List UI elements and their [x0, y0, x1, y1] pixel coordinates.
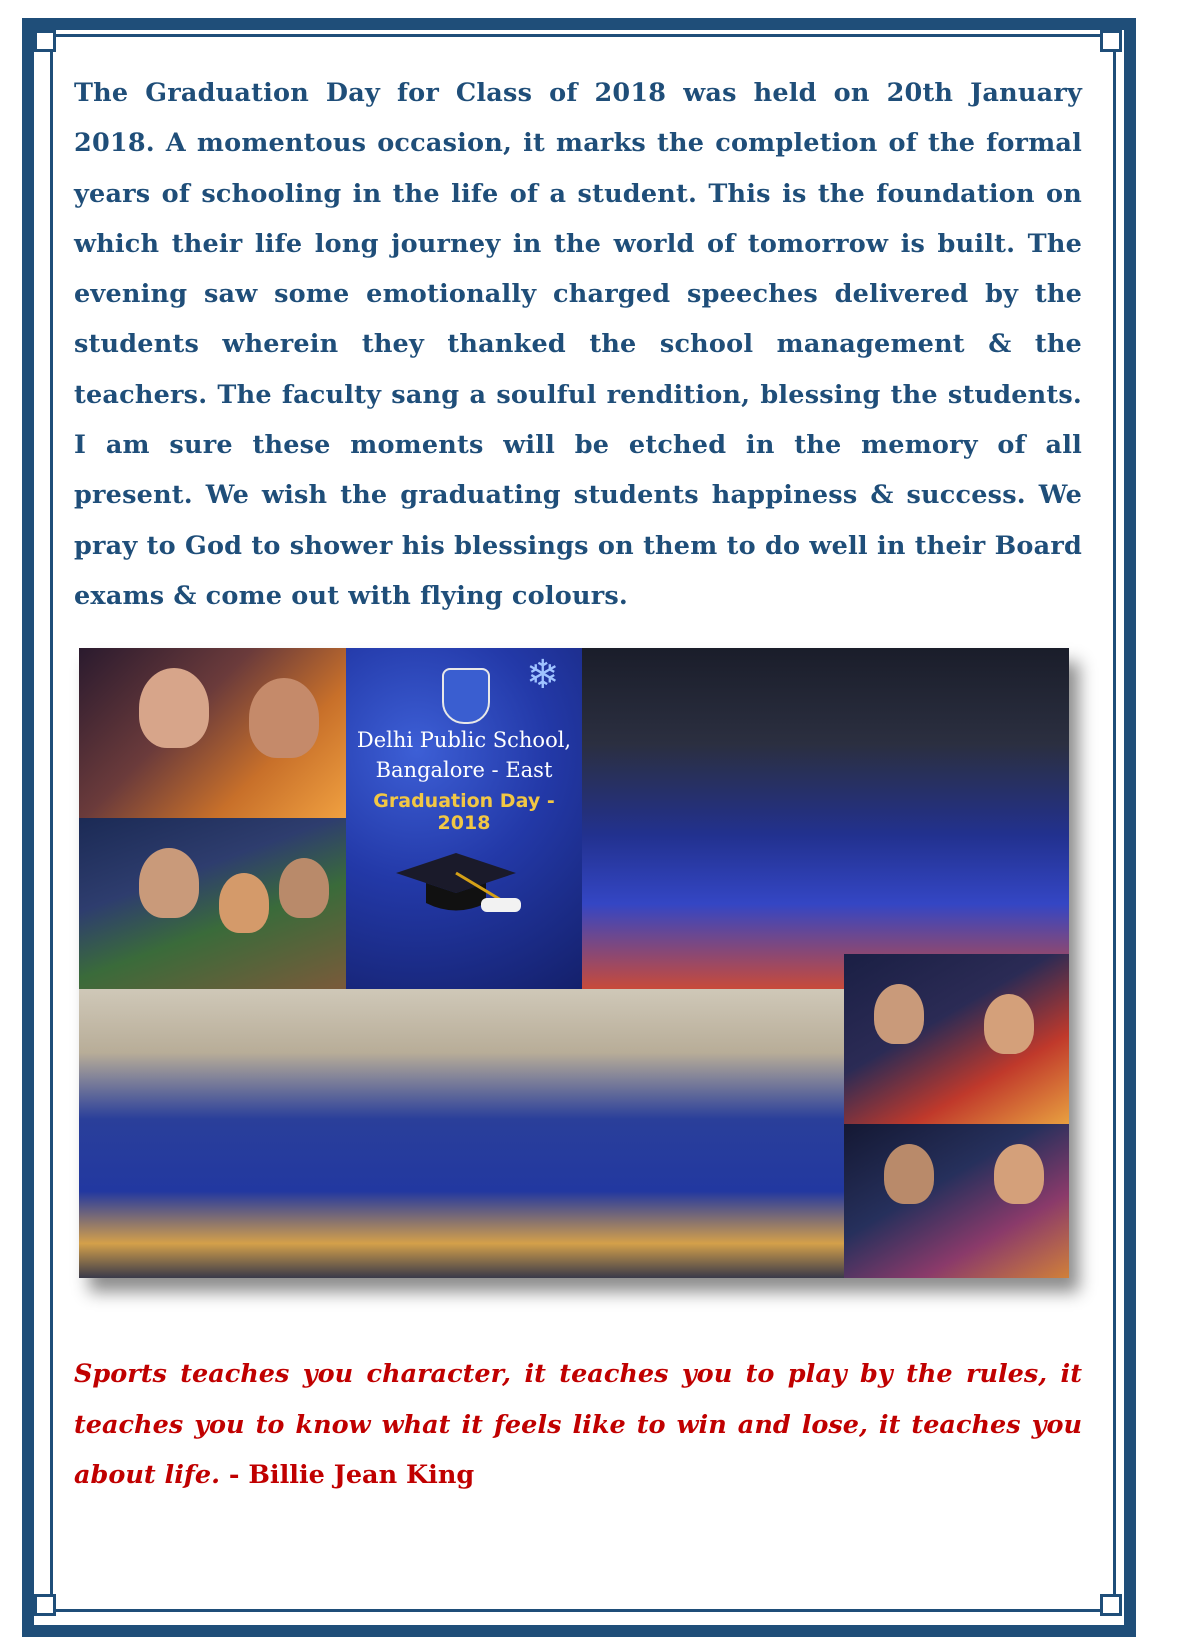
border-corner-bottom-left: [34, 1594, 56, 1616]
border-corner-bottom-right: [1100, 1594, 1122, 1616]
graduation-cap-icon: [386, 848, 526, 928]
border-corner-top-left: [34, 30, 56, 52]
graduation-day-banner: [346, 648, 582, 989]
quote-block: [74, 1349, 1082, 1501]
photo-award-presentation-1: [79, 648, 346, 818]
photo-award-presentation-3: [844, 954, 1069, 1124]
photo-award-presentation-2: [79, 818, 346, 989]
quote-author: Billie Jean King: [248, 1460, 475, 1490]
snowflake-icon: ❄: [526, 652, 560, 698]
banner-school-branch: Bangalore - East: [375, 758, 553, 782]
photo-collage: [79, 648, 1069, 1278]
quote-separator: -: [220, 1460, 249, 1490]
photo-award-presentation-4: [844, 1124, 1069, 1278]
photo-stage-group: [582, 648, 1069, 989]
banner-school-name: Delhi Public School,: [356, 728, 572, 752]
banner-event-title: Graduation Day - 2018: [373, 790, 555, 834]
school-crest-icon: [442, 668, 490, 724]
photo-class-group: [79, 989, 844, 1278]
border-corner-top-right: [1100, 30, 1122, 52]
intro-paragraph: The Graduation Day for Class of 2018 was held on 20th January 2018. A momentous occasion, it marks the completion of the formal years of schooling in the life of a student. This is the foundation on which their life long journey in the world of tomorrow is built. The evening saw some emotionally charged speeches delivered by the students wherein they thanked the school management & the teachers. The faculty sang a soulful rendition, blessing the students. I am sure these moments will be etched in the memory of all present. We wish the graduating students happiness & success. We pray to God to shower his blessings on them to do well in their Board exams & come out with flying colours.: [74, 78, 1082, 611]
quote-text: Sports teaches you character, it teaches you to play by the rules, it teaches you to know what it feels like to win and lose, it teaches you about life.: [74, 1359, 1082, 1490]
